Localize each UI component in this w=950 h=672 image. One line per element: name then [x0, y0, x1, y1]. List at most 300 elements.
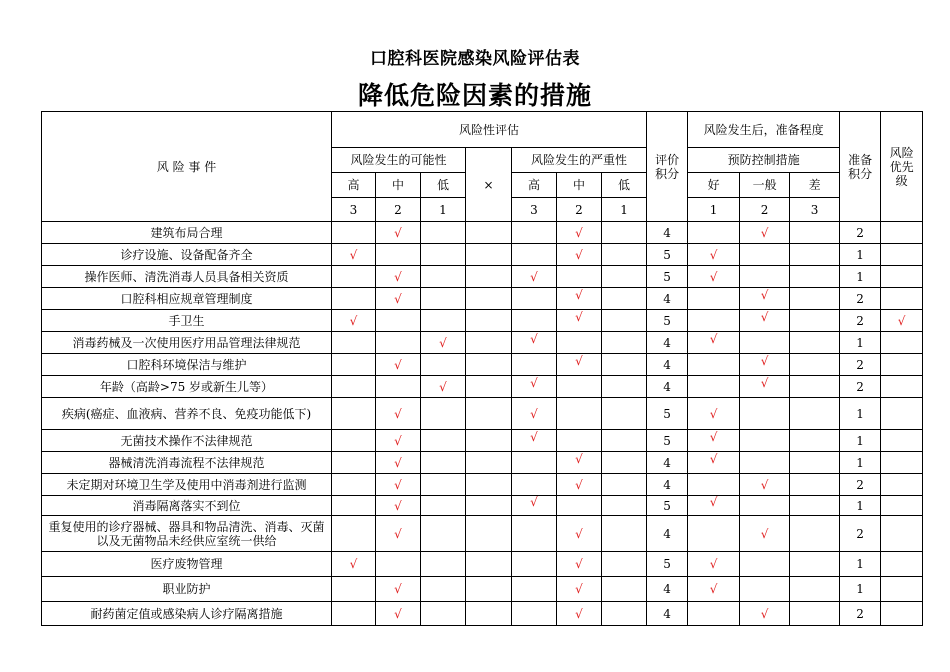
severity-cell — [512, 244, 557, 266]
severity-cell — [602, 452, 647, 474]
multiply-cell — [466, 452, 512, 474]
header-multiply: × — [466, 148, 512, 222]
possibility-cell — [332, 474, 376, 496]
multiply-cell — [466, 376, 512, 398]
check-mark: √ — [394, 582, 402, 596]
control-measure-cell — [790, 398, 840, 430]
multiply-cell — [466, 310, 512, 332]
risk-event-cell: 器械清洗消毒流程不法律规范 — [42, 452, 332, 474]
risk-event-cell: 口腔科环境保洁与维护 — [42, 354, 332, 376]
table-row — [42, 452, 923, 474]
severity-cell — [602, 376, 647, 398]
severity-cell — [602, 244, 647, 266]
multiply-cell — [466, 266, 512, 288]
table-row — [42, 398, 923, 430]
header-prep-value-2: 2 — [740, 198, 790, 222]
possibility-cell — [332, 496, 376, 516]
prep-score-cell: 2 — [840, 354, 881, 376]
control-measure-cell — [688, 354, 740, 376]
possibility-cell — [376, 376, 421, 398]
multiply-cell — [466, 354, 512, 376]
severity-cell — [557, 222, 602, 244]
severity-cell — [602, 398, 647, 430]
check-mark: √ — [394, 269, 402, 284]
control-measure-cell — [740, 354, 790, 376]
score-cell: 5 — [647, 398, 688, 430]
table-row — [42, 430, 923, 452]
check-mark: √ — [530, 406, 538, 421]
possibility-cell — [421, 376, 466, 398]
severity-cell — [512, 552, 557, 577]
control-measure-cell — [790, 310, 840, 332]
control-measure-cell — [688, 577, 740, 602]
priority-cell — [881, 244, 923, 266]
header-sev-value-2: 2 — [557, 198, 602, 222]
header-prep-poor: 差 — [790, 173, 840, 198]
check-mark: √ — [349, 557, 358, 571]
severity-cell — [602, 288, 647, 310]
header-sev-value-3: 3 — [512, 198, 557, 222]
table-row — [42, 354, 923, 376]
prep-score-cell: 1 — [840, 398, 881, 430]
multiply-cell — [466, 474, 512, 496]
control-measure-cell — [790, 552, 840, 577]
header-poss-value-2: 2 — [376, 198, 421, 222]
check-mark: √ — [349, 313, 358, 328]
severity-cell — [512, 376, 557, 398]
control-measure-cell — [688, 266, 740, 288]
control-measure-cell — [790, 452, 840, 474]
possibility-cell — [332, 452, 376, 474]
possibility-cell — [376, 332, 421, 354]
table-row — [42, 552, 923, 577]
check-mark: √ — [760, 606, 769, 621]
check-mark: √ — [760, 477, 769, 492]
possibility-cell — [332, 552, 376, 577]
priority-cell — [881, 398, 923, 430]
severity-cell — [602, 332, 647, 354]
possibility-cell — [332, 516, 376, 552]
risk-event-cell: 未定期对环境卫生学及使用中消毒剂进行监测 — [42, 474, 332, 496]
multiply-cell — [466, 222, 512, 244]
severity-cell — [557, 452, 602, 474]
priority-cell — [881, 376, 923, 398]
header-prep-good: 好 — [688, 173, 740, 198]
check-mark: √ — [760, 353, 769, 368]
severity-cell — [512, 516, 557, 552]
form-title: 口腔科医院感染风险评估表 — [370, 49, 580, 69]
severity-cell — [602, 266, 647, 288]
table-row — [42, 332, 923, 354]
score-cell: 4 — [647, 354, 688, 376]
control-measure-cell — [790, 332, 840, 354]
severity-cell — [512, 266, 557, 288]
prep-score-cell: 1 — [840, 552, 881, 577]
check-mark: √ — [394, 455, 402, 470]
header-severity: 风险发生的严重性 — [512, 148, 647, 173]
possibility-cell — [376, 516, 421, 552]
check-mark: √ — [760, 225, 769, 240]
check-mark: √ — [709, 582, 718, 596]
control-measure-cell — [688, 332, 740, 354]
risk-event-cell: 操作医师、清洗消毒人员具备相关资质 — [42, 266, 332, 288]
severity-cell — [602, 430, 647, 452]
possibility-cell — [421, 474, 466, 496]
possibility-cell — [421, 602, 466, 626]
risk-event-cell: 消毒药械及一次使用医疗用品管理法律规范 — [42, 332, 332, 354]
score-cell: 4 — [647, 452, 688, 474]
possibility-cell — [421, 398, 466, 430]
possibility-cell — [332, 310, 376, 332]
header-poss-low: 低 — [421, 173, 466, 198]
header-poss-value-1: 1 — [421, 198, 466, 222]
check-mark: √ — [394, 291, 402, 306]
control-measure-cell — [688, 430, 740, 452]
check-mark: √ — [530, 375, 538, 390]
check-mark: √ — [709, 495, 718, 509]
table-body — [42, 222, 923, 626]
header-preparedness: 风险发生后，准备程度 — [688, 112, 840, 148]
control-measure-cell — [790, 577, 840, 602]
possibility-cell — [421, 430, 466, 452]
possibility-cell — [421, 266, 466, 288]
severity-cell — [602, 354, 647, 376]
control-measure-cell — [688, 244, 740, 266]
check-mark: √ — [760, 309, 769, 324]
priority-cell — [881, 354, 923, 376]
table-row — [42, 496, 923, 516]
prep-score-cell: 2 — [840, 288, 881, 310]
severity-cell — [557, 288, 602, 310]
severity-cell — [602, 310, 647, 332]
severity-cell — [512, 354, 557, 376]
header-sev-mid: 中 — [557, 173, 602, 198]
risk-event-cell: 年龄（高龄>75 岁或新生儿等） — [42, 376, 332, 398]
multiply-cell — [466, 496, 512, 516]
control-measure-cell — [740, 266, 790, 288]
prep-score-cell: 1 — [840, 577, 881, 602]
score-cell: 5 — [647, 430, 688, 452]
possibility-cell — [376, 354, 421, 376]
control-measure-cell — [790, 244, 840, 266]
check-mark: √ — [575, 309, 583, 324]
control-measure-cell — [740, 332, 790, 354]
severity-cell — [512, 398, 557, 430]
prep-score-cell: 2 — [840, 310, 881, 332]
possibility-cell — [376, 398, 421, 430]
control-measure-cell — [740, 552, 790, 577]
prep-score-cell: 2 — [840, 516, 881, 552]
priority-cell — [881, 452, 923, 474]
table-row — [42, 577, 923, 602]
table-row — [42, 244, 923, 266]
control-measure-cell — [688, 496, 740, 516]
check-mark: √ — [709, 557, 718, 571]
check-mark: √ — [760, 526, 769, 541]
control-measure-cell — [740, 222, 790, 244]
check-mark: √ — [760, 287, 769, 302]
severity-cell — [602, 552, 647, 577]
check-mark: √ — [530, 495, 538, 509]
score-cell: 4 — [647, 222, 688, 244]
risk-event-cell: 医疗废物管理 — [42, 552, 332, 577]
severity-cell — [557, 474, 602, 496]
score-cell: 4 — [647, 516, 688, 552]
possibility-cell — [376, 288, 421, 310]
priority-cell — [881, 310, 923, 332]
header-prep-value-1: 1 — [688, 198, 740, 222]
possibility-cell — [421, 577, 466, 602]
possibility-cell — [421, 354, 466, 376]
possibility-cell — [421, 332, 466, 354]
check-mark: √ — [575, 477, 583, 492]
score-cell: 5 — [647, 266, 688, 288]
multiply-cell — [466, 516, 512, 552]
control-measure-cell — [688, 452, 740, 474]
possibility-cell — [332, 354, 376, 376]
control-measure-cell — [790, 354, 840, 376]
header-risk-event: 风 险 事 件 — [42, 112, 332, 222]
severity-cell — [557, 552, 602, 577]
multiply-cell — [466, 244, 512, 266]
risk-event-cell: 口腔科相应规章管理制度 — [42, 288, 332, 310]
priority-cell — [881, 516, 923, 552]
control-measure-cell — [740, 516, 790, 552]
check-mark: √ — [394, 526, 402, 541]
score-cell: 4 — [647, 577, 688, 602]
score-cell: 4 — [647, 474, 688, 496]
table-row — [42, 474, 923, 496]
multiply-cell — [466, 398, 512, 430]
severity-cell — [557, 266, 602, 288]
score-cell: 4 — [647, 288, 688, 310]
multiply-cell — [466, 288, 512, 310]
possibility-cell — [421, 452, 466, 474]
priority-cell — [881, 602, 923, 626]
form-subtitle: 降低危险因素的措施 — [357, 81, 592, 110]
table-row — [42, 602, 923, 626]
priority-cell — [881, 577, 923, 602]
control-measure-cell — [688, 474, 740, 496]
control-measure-cell — [740, 602, 790, 626]
severity-cell — [557, 430, 602, 452]
prep-score-cell: 1 — [840, 332, 881, 354]
possibility-cell — [332, 577, 376, 602]
risk-event-cell: 手卫生 — [42, 310, 332, 332]
check-mark: √ — [575, 606, 583, 621]
possibility-cell — [376, 474, 421, 496]
possibility-cell — [421, 244, 466, 266]
severity-cell — [557, 244, 602, 266]
severity-cell — [512, 430, 557, 452]
control-measure-cell — [790, 474, 840, 496]
score-cell: 5 — [647, 552, 688, 577]
severity-cell — [512, 288, 557, 310]
prep-score-cell: 1 — [840, 244, 881, 266]
control-measure-cell — [688, 552, 740, 577]
multiply-cell — [466, 332, 512, 354]
control-measure-cell — [688, 516, 740, 552]
severity-cell — [512, 496, 557, 516]
multiply-cell — [466, 430, 512, 452]
check-mark: √ — [439, 335, 447, 350]
score-cell: 4 — [647, 602, 688, 626]
check-mark: √ — [575, 353, 583, 368]
control-measure-cell — [688, 398, 740, 430]
check-mark: √ — [709, 429, 718, 444]
header-sev-low: 低 — [602, 173, 647, 198]
possibility-cell — [421, 222, 466, 244]
severity-cell — [602, 516, 647, 552]
check-mark: √ — [760, 375, 769, 390]
control-measure-cell — [790, 496, 840, 516]
possibility-cell — [332, 430, 376, 452]
risk-event-cell: 无菌技术操作不法律规范 — [42, 430, 332, 452]
severity-cell — [602, 577, 647, 602]
header-prep-average: 一般 — [740, 173, 790, 198]
prep-score-cell: 2 — [840, 222, 881, 244]
severity-cell — [512, 332, 557, 354]
possibility-cell — [376, 602, 421, 626]
multiply-cell — [466, 577, 512, 602]
control-measure-cell — [790, 288, 840, 310]
possibility-cell — [332, 332, 376, 354]
control-measure-cell — [740, 376, 790, 398]
header-risk-evaluation: 风险性评估 — [332, 112, 647, 148]
severity-cell — [557, 602, 602, 626]
check-mark: √ — [439, 379, 447, 394]
possibility-cell — [376, 222, 421, 244]
multiply-cell — [466, 552, 512, 577]
severity-cell — [512, 577, 557, 602]
control-measure-cell — [688, 222, 740, 244]
check-mark: √ — [575, 557, 583, 571]
severity-cell — [512, 474, 557, 496]
check-mark: √ — [530, 429, 538, 444]
header-poss-value-3: 3 — [332, 198, 376, 222]
prep-score-cell: 2 — [840, 376, 881, 398]
possibility-cell — [332, 602, 376, 626]
control-measure-cell — [740, 430, 790, 452]
severity-cell — [512, 222, 557, 244]
possibility-cell — [332, 376, 376, 398]
check-mark: √ — [530, 331, 538, 346]
table-row — [42, 288, 923, 310]
score-cell: 5 — [647, 310, 688, 332]
possibility-cell — [332, 398, 376, 430]
prep-score-cell: 1 — [840, 430, 881, 452]
severity-cell — [557, 354, 602, 376]
control-measure-cell — [740, 244, 790, 266]
control-measure-cell — [688, 602, 740, 626]
possibility-cell — [421, 310, 466, 332]
control-measure-cell — [790, 516, 840, 552]
risk-assessment-table — [41, 111, 923, 626]
check-mark: √ — [575, 526, 583, 541]
possibility-cell — [332, 266, 376, 288]
severity-cell — [602, 222, 647, 244]
risk-event-cell: 诊疗设施、设备配备齐全 — [42, 244, 332, 266]
severity-cell — [602, 496, 647, 516]
prep-score-cell: 1 — [840, 496, 881, 516]
severity-cell — [512, 602, 557, 626]
possibility-cell — [421, 288, 466, 310]
risk-event-cell: 职业防护 — [42, 577, 332, 602]
check-mark: √ — [575, 582, 583, 596]
control-measure-cell — [688, 376, 740, 398]
table-row — [42, 376, 923, 398]
control-measure-cell — [740, 577, 790, 602]
control-measure-cell — [790, 602, 840, 626]
priority-cell — [881, 552, 923, 577]
possibility-cell — [376, 577, 421, 602]
severity-cell — [557, 310, 602, 332]
possibility-cell — [332, 288, 376, 310]
check-mark: √ — [349, 247, 358, 262]
check-mark: √ — [709, 451, 718, 466]
severity-cell — [512, 452, 557, 474]
possibility-cell — [421, 496, 466, 516]
check-mark: √ — [575, 451, 583, 466]
severity-cell — [557, 376, 602, 398]
possibility-cell — [376, 496, 421, 516]
severity-cell — [557, 577, 602, 602]
possibility-cell — [376, 552, 421, 577]
priority-cell — [881, 496, 923, 516]
header-control-measures: 预防控制措施 — [688, 148, 840, 173]
severity-cell — [557, 398, 602, 430]
severity-cell — [512, 310, 557, 332]
prep-score-cell: 1 — [840, 452, 881, 474]
control-measure-cell — [740, 398, 790, 430]
header-sev-high: 高 — [512, 173, 557, 198]
priority-cell — [881, 332, 923, 354]
check-mark: √ — [709, 247, 718, 262]
header-prep-value-3: 3 — [790, 198, 840, 222]
prep-score-cell: 2 — [840, 474, 881, 496]
control-measure-cell — [790, 430, 840, 452]
severity-cell — [602, 474, 647, 496]
priority-cell — [881, 430, 923, 452]
score-cell: 5 — [647, 244, 688, 266]
possibility-cell — [332, 222, 376, 244]
possibility-cell — [376, 266, 421, 288]
control-measure-cell — [790, 376, 840, 398]
prep-score-cell: 2 — [840, 602, 881, 626]
possibility-cell — [376, 244, 421, 266]
table-row — [42, 222, 923, 244]
header-poss-high: 高 — [332, 173, 376, 198]
header-sev-value-1: 1 — [602, 198, 647, 222]
control-measure-cell — [790, 266, 840, 288]
control-measure-cell — [740, 452, 790, 474]
severity-cell — [557, 332, 602, 354]
risk-event-cell: 建筑布局合理 — [42, 222, 332, 244]
header-priority: 风险优先级 — [881, 112, 923, 222]
check-mark: √ — [394, 225, 402, 240]
control-measure-cell — [740, 310, 790, 332]
priority-cell — [881, 266, 923, 288]
control-measure-cell — [688, 288, 740, 310]
check-mark: √ — [709, 331, 718, 346]
priority-cell — [881, 288, 923, 310]
check-mark: √ — [394, 606, 402, 621]
check-mark: √ — [394, 433, 402, 448]
control-measure-cell — [740, 496, 790, 516]
severity-cell — [557, 496, 602, 516]
check-mark: √ — [530, 269, 538, 284]
header-poss-mid: 中 — [376, 173, 421, 198]
